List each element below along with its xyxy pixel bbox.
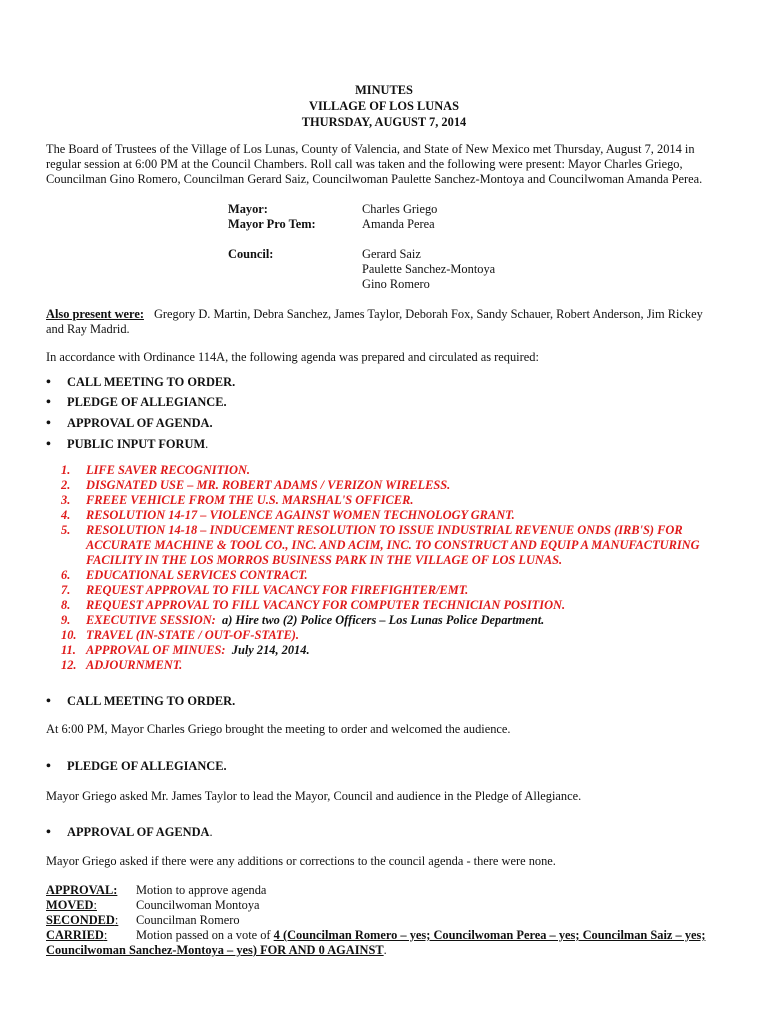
- list-item: • CALL MEETING TO ORDER.: [46, 374, 236, 390]
- also-present-paragraph: [46, 307, 722, 337]
- agenda-item: 2. DISGNATED USE – MR. ROBERT ADAMS / VERIZON WIRELESS.: [61, 478, 451, 492]
- carried-row: CARRIED: Motion passed on a vote of 4 (Councilman Romero – yes; Councilwoman Perea – yes; Councilman Saiz – yes; Councilwoman Sanchez-Montoya – yes) FOR AND 0 AGAINST.: [46, 928, 706, 957]
- approval-text: Motion to approve agenda: [136, 883, 267, 897]
- also-present-label: Also present were:: [46, 307, 144, 321]
- section-body: At 6:00 PM, Mayor Charles Griego brought the meeting to order and welcomed the audience.: [46, 722, 511, 736]
- agenda-item: 7. REQUEST APPROVAL TO FILL VACANCY FOR FIREFIGHTER/EMT.: [61, 583, 469, 597]
- agenda-item: 11. APPROVAL OF MINUES: July 214, 2014.: [61, 643, 310, 657]
- section-call-to-order: [46, 692, 722, 737]
- approval-label: APPROVAL:: [46, 883, 118, 897]
- council-member: Gerard Saiz: [362, 247, 421, 261]
- section-heading: • PLEDGE OF ALLEGIANCE.: [46, 758, 227, 774]
- section-pledge: [46, 757, 722, 804]
- mayor-name: Charles Griego: [362, 202, 438, 216]
- council-member: Paulette Sanchez-Montoya: [362, 262, 496, 276]
- bullet-icon: •: [46, 415, 51, 431]
- section-heading: • CALL MEETING TO ORDER.: [46, 693, 236, 709]
- agenda-item: 6. EDUCATIONAL SERVICES CONTRACT.: [61, 568, 308, 582]
- bullet-icon: •: [46, 824, 51, 840]
- agenda-item: 12. ADJOURNMENT.: [61, 658, 183, 672]
- carried-label: CARRIED: [46, 928, 104, 942]
- standing-items-list: [46, 372, 722, 454]
- agenda-list: [46, 463, 722, 673]
- seconded-label: SECONDED: [46, 913, 115, 927]
- intro-paragraph: The Board of Trustees of the Village of Los Lunas, County of Valencia, and State of New Mexico met Thursday, August 7, 2014 in regular session at 6:00 PM at the Council Chambers. Roll call was taken and the following were present: Mayor Charles Griego, Councilman Gino Romero, Councilman Gerard Saiz, Councilwoman Paulette Sanchez-Montoya and Councilwoman Amanda Perea.: [46, 142, 703, 186]
- moved-text: Councilwoman Montoya: [136, 898, 260, 912]
- seconded-text: Councilman Romero: [136, 913, 240, 927]
- agenda-item: 10. TRAVEL (IN-STATE / OUT-OF-STATE).: [61, 628, 299, 642]
- bullet-icon: •: [46, 436, 51, 452]
- mayor-pro-tem-label: Mayor Pro Tem:: [228, 217, 316, 231]
- section-body: Mayor Griego asked if there were any additions or corrections to the council agenda - there were none.: [46, 854, 556, 868]
- motion-record: APPROVAL: Motion to approve agenda MOVED: Councilwoman Montoya SECONDED: Councilman Romero CARRIED: Motion passed on a vote of 4 (Councilman Romero – yes; Councilwoman Perea – yes; Councilman Saiz – yes; Councilwoman Sanchez-Montoya – yes) FOR AND 0 AGAINST.: [46, 883, 722, 958]
- header-date: THURSDAY, AUGUST 7, 2014: [301, 115, 467, 129]
- list-item: • APPROVAL OF AGENDA.: [46, 415, 213, 431]
- agenda-item: 9. EXECUTIVE SESSION: a) Hire two (2) Police Officers – Los Lunas Police Department.: [61, 613, 545, 627]
- document-header: [46, 82, 722, 130]
- agenda-item: 5. RESOLUTION 14-18 – INDUCEMENT RESOLUTION TO ISSUE INDUSTRIAL REVENUE ONDS (IRB'S) FOR ACCURATE MACHINE & TOOL CO., INC. AND ACIM, INC. TO CONSTRUCT AND EQUIP A MANUFACTURING FACILITY IN THE LOS MORROS BUSINESS PARK IN THE VILLAGE OF LOS LUNAS.: [61, 523, 700, 567]
- header-village: VILLAGE OF LOS LUNAS: [309, 99, 459, 113]
- mayor-pro-tem-name: Amanda Perea: [362, 217, 435, 231]
- section-body: Mayor Griego asked Mr. James Taylor to lead the Mayor, Council and audience in the Pledge of Allegiance.: [46, 789, 582, 803]
- list-item: • PUBLIC INPUT FORUM .: [46, 436, 209, 452]
- mayor-label: Mayor:: [228, 202, 268, 216]
- agenda-item: 1. LIFE SAVER RECOGNITION.: [61, 463, 250, 477]
- agenda-item: 8. REQUEST APPROVAL TO FILL VACANCY FOR COMPUTER TECHNICIAN POSITION.: [61, 598, 566, 612]
- header-title: MINUTES: [355, 83, 413, 97]
- carried-text: Motion passed on a vote of: [136, 928, 274, 942]
- agenda-item: 4. RESOLUTION 14-17 – VIOLENCE AGAINST WOMEN TECHNOLOGY GRANT.: [61, 508, 515, 522]
- moved-label: MOVED: [46, 898, 94, 912]
- council-label: Council:: [228, 247, 274, 261]
- council-member: Gino Romero: [362, 277, 430, 291]
- agenda-item: 3. FREEE VEHICLE FROM THE U.S. MARSHAL'S OFFICER.: [61, 493, 414, 507]
- roll-call-roster: [228, 202, 628, 292]
- carried-vote: 4 (Councilman Romero – yes; Councilwoman Perea – yes; Councilman Saiz – yes; Councilwoman Sanchez-Montoya – yes) FOR AND 0 AGAINST: [46, 928, 706, 957]
- list-item: • PLEDGE OF ALLEGIANCE.: [46, 395, 227, 411]
- section-heading: • APPROVAL OF AGENDA .: [46, 824, 213, 840]
- also-present-names: Gregory D. Martin, Debra Sanchez, James Taylor, Deborah Fox, Sandy Schauer, Robert Anderson, Jim Rickey and Ray Madrid.: [46, 307, 703, 336]
- section-approval-of-agenda: [46, 823, 722, 869]
- bullet-icon: •: [46, 693, 51, 709]
- ordinance-paragraph: In accordance with Ordinance 114A, the following agenda was prepared and circulated as required:: [46, 350, 539, 364]
- bullet-icon: •: [46, 374, 51, 390]
- bullet-icon: •: [46, 758, 51, 774]
- bullet-icon: •: [46, 395, 51, 411]
